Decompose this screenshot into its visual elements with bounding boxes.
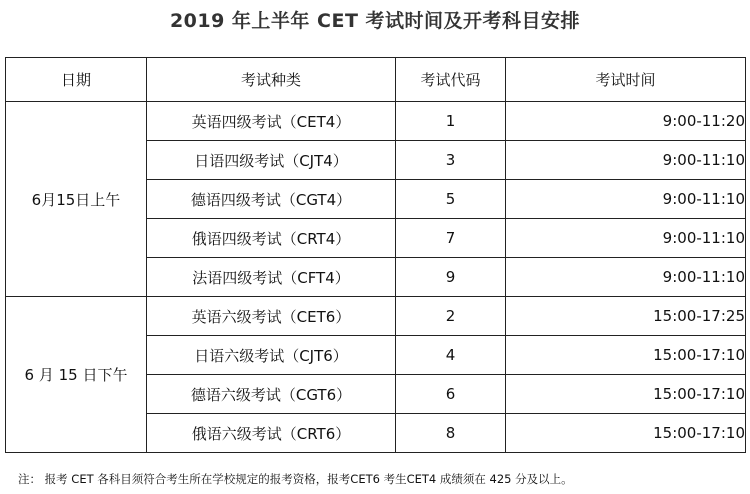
footnote: 注： 报考 CET 各科目须符合考生所在学校规定的报考资格，报考CET6 考生CET4 成绩须在 425 分及以上。	[18, 472, 573, 486]
header-exam-code: 考试代码	[396, 58, 506, 102]
exam-code: 6	[396, 375, 506, 414]
date-afternoon: 6 月 15 日下午	[6, 297, 147, 453]
exam-time: 9:00-11:10	[506, 258, 746, 297]
exam-type: 德语四级考试（CGT4）	[147, 180, 396, 219]
date-morning: 6月15日上午	[6, 102, 147, 297]
table-row	[6, 102, 746, 141]
exam-code: 8	[396, 414, 506, 453]
exam-code: 7	[396, 219, 506, 258]
exam-time: 9:00-11:10	[506, 141, 746, 180]
exam-time: 15:00-17:10	[506, 375, 746, 414]
exam-type: 法语四级考试（CFT4）	[147, 258, 396, 297]
exam-time: 9:00-11:10	[506, 219, 746, 258]
exam-type: 俄语四级考试（CRT4）	[147, 219, 396, 258]
exam-code: 2	[396, 297, 506, 336]
exam-time: 9:00-11:20	[506, 102, 746, 141]
table-header-row	[6, 58, 746, 102]
exam-code: 4	[396, 336, 506, 375]
exam-code: 1	[396, 102, 506, 141]
exam-time: 15:00-17:10	[506, 336, 746, 375]
header-date: 日期	[6, 58, 147, 102]
table-row	[6, 297, 746, 336]
exam-code: 9	[396, 258, 506, 297]
exam-type: 俄语六级考试（CRT6）	[147, 414, 396, 453]
exam-time: 15:00-17:10	[506, 414, 746, 453]
header-exam-type: 考试种类	[147, 58, 396, 102]
exam-time: 15:00-17:25	[506, 297, 746, 336]
exam-code: 3	[396, 141, 506, 180]
exam-type: 英语四级考试（CET4）	[147, 102, 396, 141]
exam-type: 英语六级考试（CET6）	[147, 297, 396, 336]
header-exam-time: 考试时间	[506, 58, 746, 102]
exam-schedule-table	[5, 57, 746, 453]
page-title: 2019 年上半年 CET 考试时间及开考科目安排	[169, 10, 581, 32]
exam-code: 5	[396, 180, 506, 219]
exam-type: 日语六级考试（CJT6）	[147, 336, 396, 375]
exam-type: 德语六级考试（CGT6）	[147, 375, 396, 414]
exam-time: 9:00-11:10	[506, 180, 746, 219]
exam-type: 日语四级考试（CJT4）	[147, 141, 396, 180]
